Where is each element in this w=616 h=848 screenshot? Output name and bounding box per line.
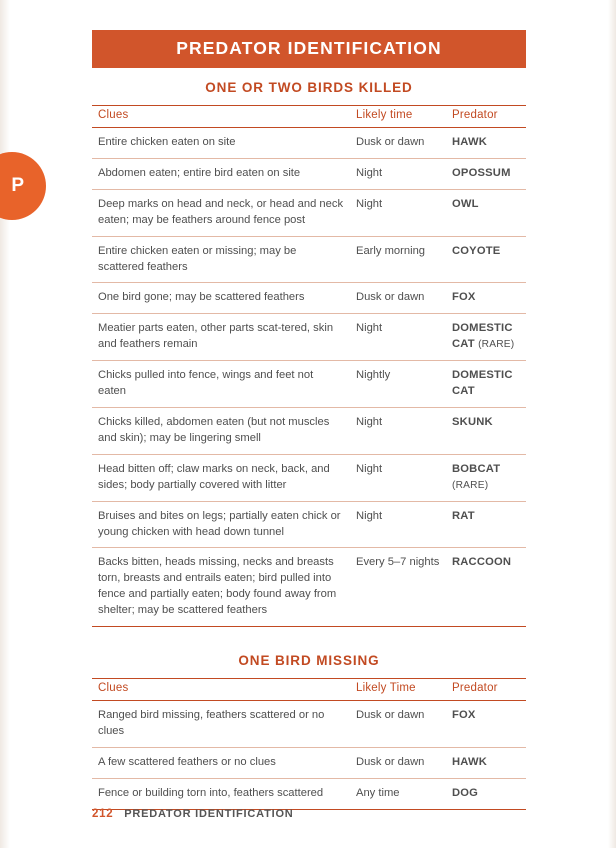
table-row xyxy=(92,361,526,408)
predator-name: FOX xyxy=(452,291,476,304)
column-header-predator: Predator xyxy=(446,679,526,701)
predator-cell xyxy=(446,548,526,627)
predator-name: RAT xyxy=(452,509,475,522)
predator-cell xyxy=(446,361,526,408)
page-content xyxy=(92,30,526,810)
predator-name: OWL xyxy=(452,197,479,210)
predator-name: DOMESTIC CAT xyxy=(452,322,513,351)
table-header-row xyxy=(92,106,526,128)
predator-name: COYOTE xyxy=(452,244,501,257)
time-cell: Night xyxy=(350,314,446,361)
clue-cell: Bruises and bites on legs; partially eaten chick or young chicken with head down tunnel xyxy=(92,501,350,548)
column-header-clues: Clues xyxy=(92,106,350,128)
predator-cell xyxy=(446,236,526,283)
table-row xyxy=(92,747,526,778)
thumb-tab-letter: P xyxy=(11,175,25,196)
predator-cell xyxy=(446,778,526,809)
predator-name: OPOSSUM xyxy=(452,166,511,179)
time-cell: Dusk or dawn xyxy=(350,701,446,748)
time-cell: Night xyxy=(350,407,446,454)
clue-cell: Chicks killed, abdomen eaten (but not muscles and skin); may be lingering smell xyxy=(92,407,350,454)
page-title: PREDATOR IDENTIFICATION xyxy=(92,30,526,68)
predator-note: (RARE) xyxy=(478,339,515,351)
clue-cell: Chicks pulled into fence, wings and feet not eaten xyxy=(92,361,350,408)
predator-name: DOMESTIC CAT xyxy=(452,369,513,398)
predator-table-2 xyxy=(92,678,526,810)
table-row xyxy=(92,189,526,236)
time-cell: Night xyxy=(350,501,446,548)
predator-cell xyxy=(446,283,526,314)
predator-table-1-body xyxy=(92,128,526,627)
column-header-time: Likely Time xyxy=(350,679,446,701)
clue-cell: Entire chicken eaten or missing; may be scattered feathers xyxy=(92,236,350,283)
predator-name: DOG xyxy=(452,786,479,799)
table-header-row xyxy=(92,679,526,701)
predator-name: HAWK xyxy=(452,755,487,768)
predator-name: FOX xyxy=(452,709,476,722)
clue-cell: Meatier parts eaten, other parts scat-tered, skin and feathers remain xyxy=(92,314,350,361)
section-heading-2: ONE BIRD MISSING xyxy=(238,653,380,669)
predator-cell xyxy=(446,314,526,361)
clue-cell: Deep marks on head and neck, or head and neck eaten; may be feathers around fence post xyxy=(92,189,350,236)
predator-note: (RARE) xyxy=(452,479,489,491)
clue-cell: Head bitten off; claw marks on neck, back, and sides; body partially covered with litter xyxy=(92,454,350,501)
table-row xyxy=(92,283,526,314)
clue-cell: Abdomen eaten; entire bird eaten on site xyxy=(92,158,350,189)
column-header-predator: Predator xyxy=(446,106,526,128)
table-row xyxy=(92,314,526,361)
predator-cell xyxy=(446,747,526,778)
table-row xyxy=(92,128,526,159)
table-row xyxy=(92,236,526,283)
clue-cell: Backs bitten, heads missing, necks and breasts torn, breasts and entrails eaten; bird pulled into fence and partially eaten; body found away from shelter; may be scattered feathers xyxy=(92,548,350,627)
predator-cell xyxy=(446,501,526,548)
clue-cell: Fence or building torn into, feathers scattered xyxy=(92,778,350,809)
time-cell: Night xyxy=(350,189,446,236)
clue-cell: Ranged bird missing, feathers scattered or no clues xyxy=(92,701,350,748)
table-row xyxy=(92,454,526,501)
predator-name: RACCOON xyxy=(452,556,512,569)
time-cell: Every 5–7 nights xyxy=(350,548,446,627)
predator-name: SKUNK xyxy=(452,415,493,428)
predator-table-2-body xyxy=(92,701,526,810)
page-footer xyxy=(92,808,294,820)
column-header-clues: Clues xyxy=(92,679,350,701)
clue-cell: One bird gone; may be scattered feathers xyxy=(92,283,350,314)
time-cell: Early morning xyxy=(350,236,446,283)
footer-label: PREDATOR IDENTIFICATION xyxy=(124,808,294,820)
predator-table-1 xyxy=(92,105,526,627)
table-row xyxy=(92,407,526,454)
table-row xyxy=(92,548,526,627)
time-cell: Dusk or dawn xyxy=(350,747,446,778)
predator-name: HAWK xyxy=(452,136,487,148)
column-header-time: Likely time xyxy=(350,106,446,128)
table-row xyxy=(92,158,526,189)
predator-cell xyxy=(446,189,526,236)
predator-cell xyxy=(446,128,526,159)
clue-cell: A few scattered feathers or no clues xyxy=(92,747,350,778)
time-cell: Nightly xyxy=(350,361,446,408)
table-row xyxy=(92,501,526,548)
page-left-edge xyxy=(0,0,10,848)
table-row xyxy=(92,778,526,809)
time-cell: Night xyxy=(350,454,446,501)
predator-cell xyxy=(446,158,526,189)
time-cell: Any time xyxy=(350,778,446,809)
time-cell: Dusk or dawn xyxy=(350,283,446,314)
thumb-tab xyxy=(0,152,46,220)
clue-cell: Entire chicken eaten on site xyxy=(92,128,350,159)
predator-cell xyxy=(446,701,526,748)
predator-name: BOBCAT xyxy=(452,462,501,475)
section-heading-1: ONE OR TWO BIRDS KILLED xyxy=(205,80,413,95)
time-cell: Night xyxy=(350,158,446,189)
page-right-edge xyxy=(608,0,616,848)
table-row xyxy=(92,701,526,748)
time-cell: Dusk or dawn xyxy=(350,128,446,159)
predator-cell xyxy=(446,454,526,501)
footer-page-number: 212 xyxy=(92,808,114,820)
predator-cell xyxy=(446,407,526,454)
